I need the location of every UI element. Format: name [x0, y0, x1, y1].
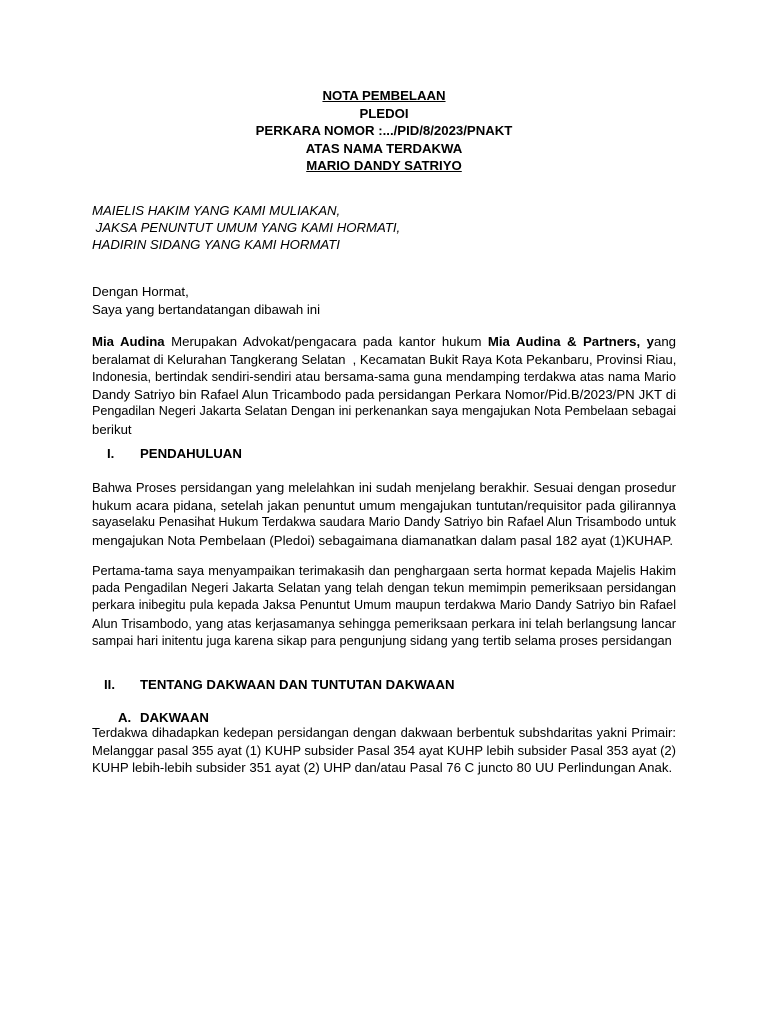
paragraph-line: Pertama-tama saya menyampaikan terimakasih dan penghargaan serta hormat kepada Majelis Hakim: [92, 563, 676, 578]
intro-line: beralamat di Kelurahan Tangkerang Selatan , Kecamatan Bukit Raya Kota Pekanbaru, Provinsi Riau,: [92, 351, 677, 367]
salutation-audience: HADIRIN SIDANG YANG KAMI HORMATI: [92, 237, 340, 252]
salutation-prosecutor: JAKSA PENUNTUT UMUM YANG KAMI HORMATI,: [92, 220, 401, 235]
paragraph-line: Bahwa Proses persidangan yang melelahkan ini sudah menjelang berakhir. Sesuai dengan prosedur: [92, 480, 676, 495]
section-1-paragraph-1: [92, 479, 676, 549]
doc-title: NOTA PEMBELAAN: [322, 88, 446, 103]
advocate-name: Mia Audina: [92, 334, 165, 349]
intro-paragraph: [92, 333, 676, 438]
dakwaan-paragraph: [92, 724, 676, 777]
paragraph-line: mengajukan Nota Pembelaan (Pledoi) sebagaimana diamanatkan dalam pasal 182 ayat (1)KUHAP.: [92, 532, 674, 548]
doc-subtitle: PLEDOI: [359, 106, 409, 121]
paragraph-line: perkara inibegitu pula kepada Jaksa Penuntut Umum maupun terdakwa Mario Dandy Satriyo bin Rafael: [92, 598, 676, 612]
intro-line: Dandy Satriyo bin Rafael Alun Tricambodo pada persidangan Perkara Nomor/Pid.B/2023/PN JKT di: [92, 386, 676, 402]
section-2-title: TENTANG DAKWAAN DAN TUNTUTAN DAKWAAN: [140, 677, 455, 692]
salutation-judges: MAIELIS HAKIM YANG KAMI MULIAKAN,: [92, 203, 341, 218]
greeting-intro: Saya yang bertandatangan dibawah ini: [92, 302, 321, 317]
defendant-heading: ATAS NAMA TERDAKWA: [305, 141, 463, 156]
section-2-number: II.: [104, 677, 115, 692]
paragraph-line: Melanggar pasal 355 ayat (1) KUHP subsider Pasal 354 ayat KUHP lebih subsider Pasal 353 ayat (2): [92, 742, 676, 758]
section-1-title: PENDAHULUAN: [140, 446, 242, 461]
subsection-a-title: DAKWAAN: [140, 710, 209, 725]
paragraph-line: sayaselaku Penasihat Hukum Terdakwa saudara Mario Dandy Satriyo bin Rafael Alun Trisambodo untuk: [92, 515, 676, 529]
intro-line: Indonesia, bertindak sendiri-sendiri atau bersama-sama guna mendamping terdakwa atas nama Mario: [92, 369, 676, 384]
intro-line: Mia Audina Merupakan Advokat/pengacara pada kantor hukum Mia Audina & Partners, yang: [92, 334, 676, 349]
case-number: PERKARA NOMOR :.../PID/8/2023/PNAKT: [255, 123, 513, 138]
defendant-name: MARIO DANDY SATRIYO: [306, 158, 462, 173]
greeting: Dengan Hormat,: [92, 284, 189, 299]
paragraph-line: Alun Trisambodo, yang atas kerjasamanya sehingga pemeriksaan perkara ini telah berlangsung lancar: [92, 615, 676, 631]
paragraph-line: KUHP lebih-lebih subsider 351 ayat (2) UHP dan/atau Pasal 76 C juncto 80 UU Perlindungan Anak.: [92, 760, 673, 775]
section-1-number: I.: [107, 446, 115, 461]
subsection-a-number: A.: [118, 710, 132, 725]
law-firm-name: Mia Audina & Partners, y: [487, 334, 654, 349]
intro-line: Pengadilan Negeri Jakarta Selatan Dengan ini perkenankan saya mengajukan Nota Pembelaan sebagai: [92, 404, 676, 418]
intro-line: berikut: [92, 421, 132, 437]
paragraph-line: sampai hari initentu juga karena sikap para pengunjung sidang yang tertib selama proses persidangan: [92, 633, 672, 648]
paragraph-line: Terdakwa dihadapkan kedepan persidangan dengan dakwaan berbentuk subshdaritas yakni Primair:: [92, 725, 676, 740]
paragraph-line: hukum acara pidana, setelah jakan penuntut umum mengajukan tuntutan/requisitor pada gilirannya: [92, 497, 676, 513]
paragraph-line: pada Pengadilan Negeri Jakarta Selatan yang telah dengan tekun memimpin pemeriksaan persidangan: [92, 580, 676, 595]
section-1-paragraph-2: [92, 562, 676, 650]
